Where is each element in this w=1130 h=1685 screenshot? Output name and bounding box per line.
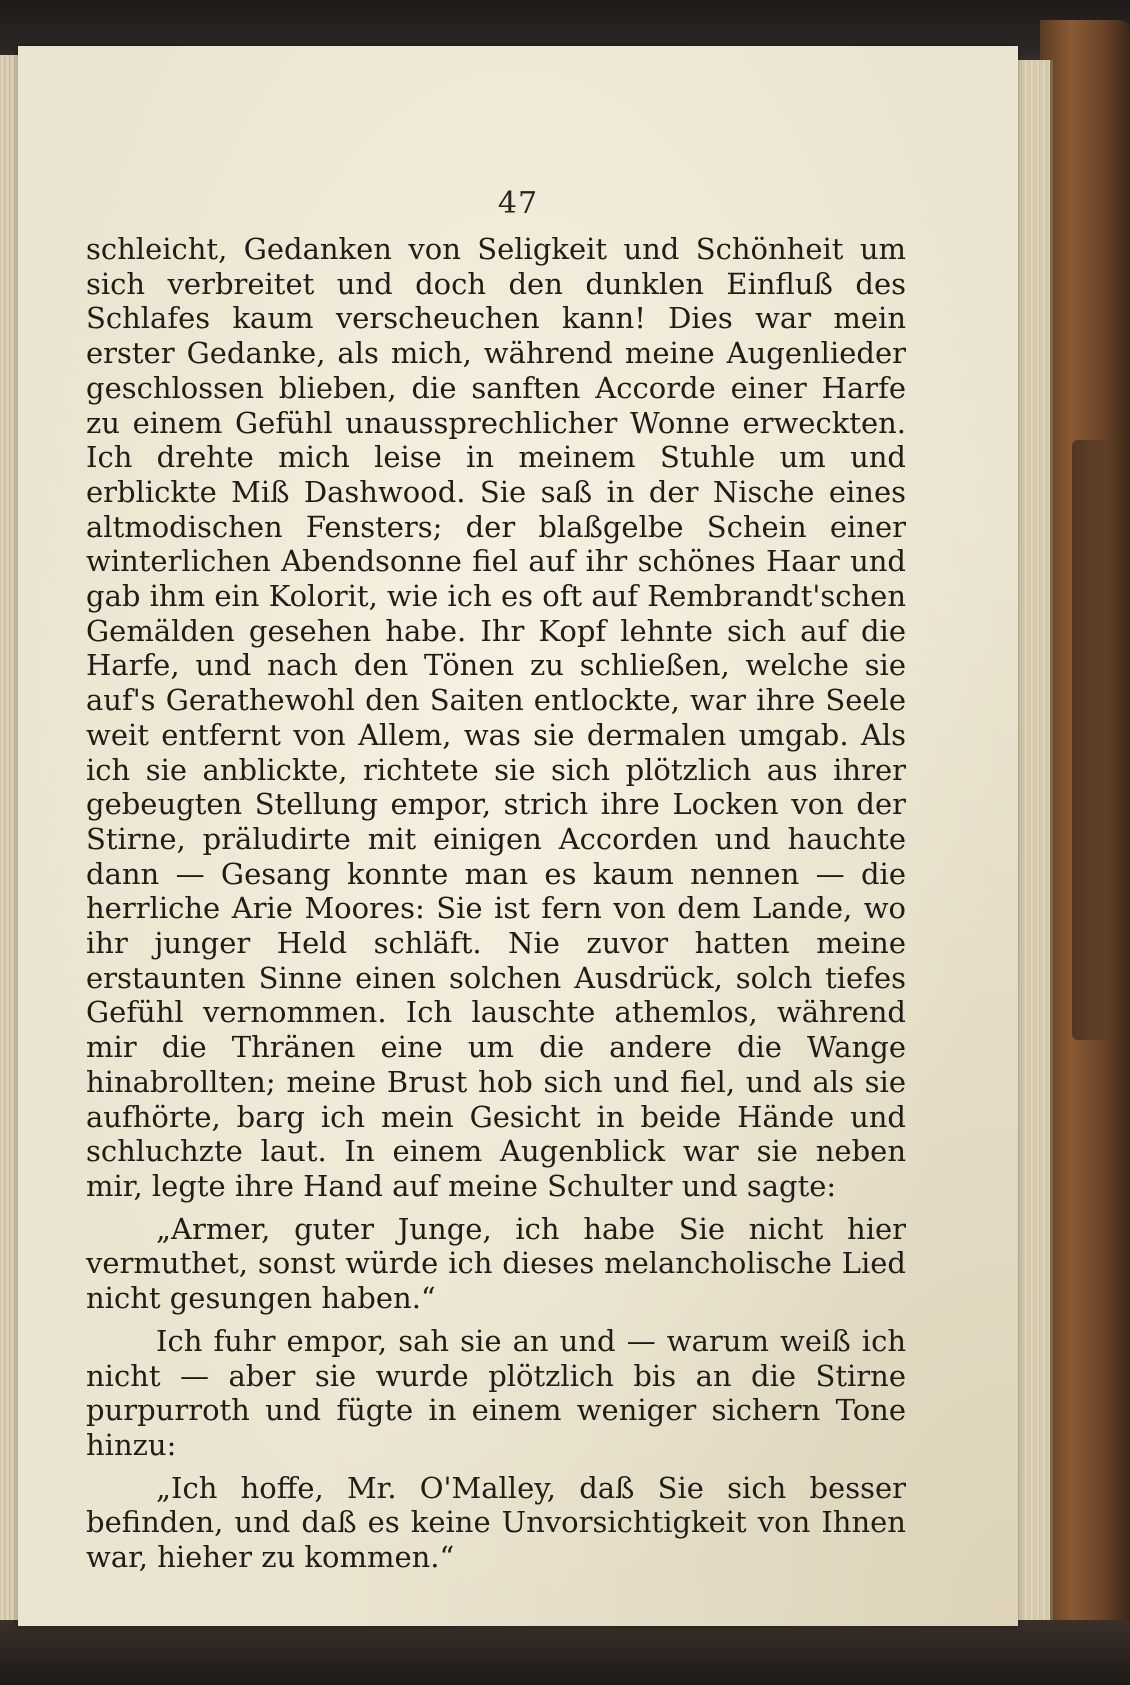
- cover-wear-mark: [1072, 440, 1112, 1040]
- page-text: [86, 232, 906, 1575]
- paragraph-1: schleicht, Gedanken von Seligkeit und Schönheit um sich verbreitet und doch den dunklen Einfluß des Schlafes kaum verscheuchen kann! Dies war mein erster Gedanke, als mich, während meine Augenlieder geschlossen blieben, die sanften Accorde einer Harfe zu einem Gefühl unaussprechlicher Wonne erweckten. Ich drehte mich leise in meinem Stuhle um und erblickte Miß Dashwood. Sie saß in der Nische eines altmodischen Fensters; der blaßgelbe Schein einer winterlichen Abendsonne fiel auf ihr schönes Haar und gab ihm ein Kolorit, wie ich es oft auf Rembrandt'schen Gemälden gesehen habe. Ihr Kopf lehnte sich auf die Harfe, und nach den Tönen zu schließen, welche sie auf's Gerathewohl den Saiten entlockte, war ihre Seele weit entfernt von Allem, was sie dermalen umgab. Als ich sie anblickte, richtete sie sich plötzlich aus ihrer gebeugten Stellung empor, strich ihre Locken von der Stirne, präludirte mit einigen Accorden und hauchte dann — Gesang konnte man es kaum nennen — die herrliche Arie Moores: Sie ist fern von dem Lande, wo ihr junger Held schläft. Nie zuvor hatten meine erstaunten Sinne einen solchen Ausdrück, solch tiefes Gefühl vernommen. Ich lauschte athemlos, während mir die Thränen eine um die andere die Wange hinabrollten; meine Brust hob sich und fiel, und als sie aufhörte, barg ich mein Gesicht in beide Hände und schluchzte laut. In einem Augenblick war sie neben mir, legte ihre Hand auf meine Schulter und sagte:: [86, 232, 906, 1203]
- book-page: [18, 46, 1018, 1626]
- page-number: 47: [497, 186, 539, 221]
- paragraph-4: „Ich hoffe, Mr. O'Malley, daß Sie sich besser befinden, und daß es keine Unvorsichtigkeit von Ihnen war, hieher zu kommen.“: [86, 1470, 906, 1575]
- book-bottom-edge: [0, 1620, 1130, 1685]
- book-cover-edge: [1040, 20, 1130, 1640]
- paragraph-2: „Armer, guter Junge, ich habe Sie nicht hier vermuthet, sonst würde ich dieses melancholische Lied nicht gesungen haben.“: [86, 1211, 906, 1316]
- paragraph-3: Ich fuhr empor, sah sie an und — warum weiß ich nicht — aber sie wurde plötzlich bis an die Stirne purpurroth und fügte in einem weniger sichern Tone hinzu:: [86, 1323, 906, 1462]
